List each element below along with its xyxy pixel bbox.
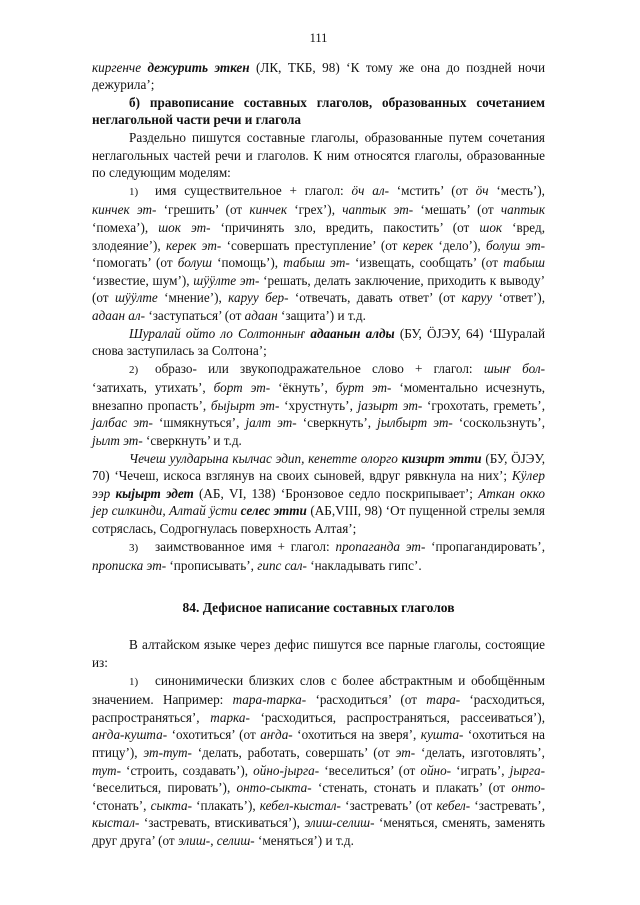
text-span: ‘сверкнуть’, <box>296 415 378 431</box>
text-span: ‘известие, шум’), <box>92 272 194 288</box>
text-span: ‘помощь’), <box>211 255 284 271</box>
italic-term: ӧч <box>475 182 489 198</box>
italic-term: эт- <box>395 744 416 760</box>
italic-term: табыш эт- <box>283 255 350 271</box>
italic-term: борт эт- <box>213 380 271 396</box>
text-span: ‘помеха’), <box>92 219 159 235</box>
italic-term: кыстал- <box>92 815 140 831</box>
text-span: ‘охотиться’ (от <box>167 727 261 743</box>
text-span: ‘вред, злодеяние’), <box>92 219 545 253</box>
text-span: ‘стенать, стонать и плакать’ (от <box>311 780 512 796</box>
italic-term: шыҥ бол- <box>483 360 545 376</box>
italic-term: ӧч ал- <box>351 182 389 198</box>
text-span: ‘извещать, сообщать’ (от <box>349 255 504 271</box>
text-span: кыјырт эдет <box>115 485 194 501</box>
italic-term: керек эт- <box>166 237 222 253</box>
italic-term: элиш- <box>178 832 211 848</box>
italic-term: селиш- <box>216 832 255 848</box>
italic-term: прописка эт- <box>92 558 167 574</box>
italic-term: табыш <box>503 255 545 271</box>
text-span: ‘застревать, втискиваться’), <box>139 815 305 831</box>
text-span: ‘сверкнуть’ и т.д. <box>142 433 242 449</box>
text-span: ‘грех’), <box>287 202 343 218</box>
list-number: 3) <box>129 541 139 554</box>
text-span: ‘шмякнуться’, <box>152 415 246 431</box>
text-span: (БУ, ӦЈЭУ, 70) ‘Чечеш, искоса взглянув на своих сыновей, вдруг рявкнула на них’; <box>92 450 545 484</box>
italic-term: јырга- <box>509 762 545 778</box>
list-item-4 <box>92 672 545 850</box>
text-span: , <box>210 832 217 848</box>
text-span: ‘решать, делать заключение, приходить к выводу’ (от <box>92 272 545 306</box>
text-span: ‘меняться, сменять, заменять друг друга’ (от <box>92 815 545 848</box>
text-span: ‘соскользнуть’, <box>452 415 545 431</box>
italic-term: болуш эт- <box>485 237 545 253</box>
text-span: ‘моментально исчезнуть, внезапно пропасть’, <box>92 380 545 413</box>
text-span: ‘стонать’, <box>92 797 151 813</box>
text-span: ‘расходиться, распространяться’, <box>92 692 545 725</box>
text-span: имя существительное + глагол: <box>155 182 352 198</box>
subheading: б) правописание составных глаголов, образованных сочетанием неглагольной части речи и глагола <box>92 94 545 128</box>
italic-term: шӱӱлте <box>114 290 158 306</box>
italic-term: кебел-кыстал- <box>259 797 341 813</box>
text-span: ‘застревать’, <box>470 797 545 813</box>
example-highlight: дежурить эткен <box>147 59 250 75</box>
page-number: 111 <box>309 31 328 45</box>
text-span: Шуралай ойто ло Солтонныҥ <box>129 325 311 341</box>
text-span: ‘ёкнуть’, <box>270 380 336 396</box>
italic-term: эт-тут- <box>143 744 192 760</box>
text-span: заимствованное имя + глагол: <box>155 538 336 554</box>
text-span: селес этти <box>240 503 307 519</box>
text-span: ‘расходиться’ (от <box>306 692 427 708</box>
list-item-3 <box>92 538 545 575</box>
italic-term: быјырт эт- <box>210 397 280 413</box>
text-span: ‘расходиться, распространяться, рассеиваться’), <box>249 709 545 725</box>
text-span: ‘причинять зло, вредить, пакостить’ (от <box>210 219 480 235</box>
italic-term: онто-сыкта- <box>236 780 312 796</box>
text-span: ‘ответ’), <box>492 290 545 306</box>
text-span: ‘заступаться’ (от <box>145 307 245 323</box>
text-span: ‘месть’), <box>488 182 545 198</box>
italic-term: јылбырт эт- <box>377 415 453 431</box>
italic-term: шок <box>479 219 503 235</box>
italic-term: аҥда-кушта- <box>92 727 168 743</box>
italic-term: болуш <box>177 255 212 271</box>
italic-term: ойно- <box>420 762 452 778</box>
italic-term: чаптык эт- <box>342 202 414 218</box>
italic-term: тара- <box>426 692 461 708</box>
italic-term: шӱӱлте эт- <box>193 272 260 288</box>
italic-term: кушта- <box>420 727 464 743</box>
italic-term: гипс сал- <box>257 558 307 574</box>
text-span: ‘защита’) и т.д. <box>277 307 366 323</box>
text-span: (БУ, ӦЈЭУ, 64) ‘Шуралай снова заступилась за Солтона’; <box>92 325 546 359</box>
document-page <box>92 30 545 850</box>
text-span: ‘делать, изготовлять’, <box>415 744 545 760</box>
paragraph-section-intro: В алтайском языке через дефис пишутся все парные глаголы, состоящие из: <box>92 637 545 670</box>
text-span: ‘накладывать гипс’. <box>306 558 422 574</box>
text-span: ‘строить, создавать’), <box>120 762 254 778</box>
italic-term: адаан ал- <box>92 307 146 323</box>
italic-term: шок эт- <box>158 219 211 235</box>
text-span: синонимически близких слов с более абстрактным и обобщённым значением. Например: <box>92 672 545 708</box>
example-word: киргенче <box>92 59 148 75</box>
section-title: 84. Дефисное написание составных глаголов <box>182 599 455 615</box>
text-span: ‘играть’, <box>451 762 510 778</box>
text-span: образо- или звукоподражательное слово + глагол: <box>155 360 484 376</box>
example-sentence-1 <box>92 325 545 360</box>
text-span: Чечеш уулдарына кылчас эдип, кенетте олорго <box>129 450 402 466</box>
text-span: Аткан окко јер силкинди, Алтай ӱсти <box>92 485 545 519</box>
list-item-1 <box>92 182 545 325</box>
example-sentence-2 <box>92 450 545 538</box>
italic-term: каруу бер- <box>228 290 289 306</box>
italic-term: элиш-селиш- <box>304 815 375 831</box>
text-span: ‘меняться’) и т.д. <box>254 832 354 848</box>
list-number: 1) <box>129 675 139 688</box>
text-span: ‘пропагандировать’, <box>425 538 545 554</box>
text-span: ‘затихать, утихать’, <box>92 380 214 396</box>
list-item-2 <box>92 360 545 450</box>
text-span: ‘хрустнуть’, <box>279 397 358 413</box>
paragraph-intro: Раздельно пишутся составные глаголы, образованные путем сочетания неглагольных частей речи и глаголов. К ним относятся глаголы, образованные по следующим моделям: <box>92 129 545 181</box>
italic-term: јылт эт- <box>92 433 143 449</box>
text-span: адаанын алды <box>310 325 395 341</box>
list-number: 1) <box>129 185 139 198</box>
text-span: ‘застревать’ (от <box>340 797 437 813</box>
text-span: ‘прописывать’, <box>166 558 258 574</box>
text-span: ‘делать, работать, совершать’ (от <box>191 744 396 760</box>
italic-term: тарка- <box>210 709 250 725</box>
italic-term: тара-тарка- <box>232 692 307 708</box>
text-span: Кӱлер ээр <box>92 468 545 501</box>
text-span: ‘отвечать, давать ответ’ (от <box>288 290 462 306</box>
text-span: ‘веселиться’ (от <box>319 762 421 778</box>
text-span: ‘веселиться, пировать’), <box>92 780 237 796</box>
text-span: ‘мстить’ (от <box>388 182 476 198</box>
text-span: ‘дело’), <box>433 237 486 253</box>
italic-term: јалт эт- <box>245 415 297 431</box>
text-span: (АБ,VIII, 98) ‘От пущенной стрелы земля сотряслась, Содрогнулась поверхность Алтая’; <box>92 503 545 537</box>
text-span: ‘грохотать, греметь’, <box>422 397 545 413</box>
italic-term: сыкта- <box>150 797 193 813</box>
italic-term: пропаганда эт- <box>335 538 426 554</box>
text-span: ‘совершать преступление’ (от <box>221 237 403 253</box>
italic-term: аҥда- <box>260 727 293 743</box>
text-span: (АБ, VI, 138) ‘Бронзовое седло поскрипывает’; <box>193 485 479 501</box>
italic-term: јалбас эт- <box>92 415 153 431</box>
text-span: ‘мнение’), <box>157 290 229 306</box>
text-span: ‘плакать’), <box>192 797 260 813</box>
italic-term: јазырт эт- <box>357 397 423 413</box>
text-span: (ЛК, ТКБ, 98) ‘К тому же она до поздней ночи дежурила’; <box>92 59 545 93</box>
italic-term: онто- <box>511 780 545 796</box>
text-span: ‘охотиться на птицу’), <box>92 727 545 760</box>
text-span: ‘грешить’ (от <box>156 202 250 218</box>
list-number: 2) <box>129 363 139 376</box>
italic-term: бурт эт- <box>335 380 392 396</box>
italic-term: керек <box>402 237 434 253</box>
italic-term: ойно-јырга- <box>253 762 320 778</box>
italic-term: кебел- <box>436 797 471 813</box>
italic-term: кинчек эт- <box>92 202 157 218</box>
italic-term: адаан <box>244 307 278 323</box>
italic-term: кинчек <box>249 202 287 218</box>
italic-term: чаптык <box>500 202 545 218</box>
text-span: ‘мешать’ (от <box>413 202 501 218</box>
italic-term: тут- <box>92 762 121 778</box>
italic-term: каруу <box>461 290 493 306</box>
text-span: ‘охотиться на зверя’, <box>292 727 421 743</box>
text-span: кизирт этти <box>401 450 482 466</box>
text-span: ‘помогать’ (от <box>92 255 178 271</box>
paragraph-continuation <box>92 59 545 94</box>
